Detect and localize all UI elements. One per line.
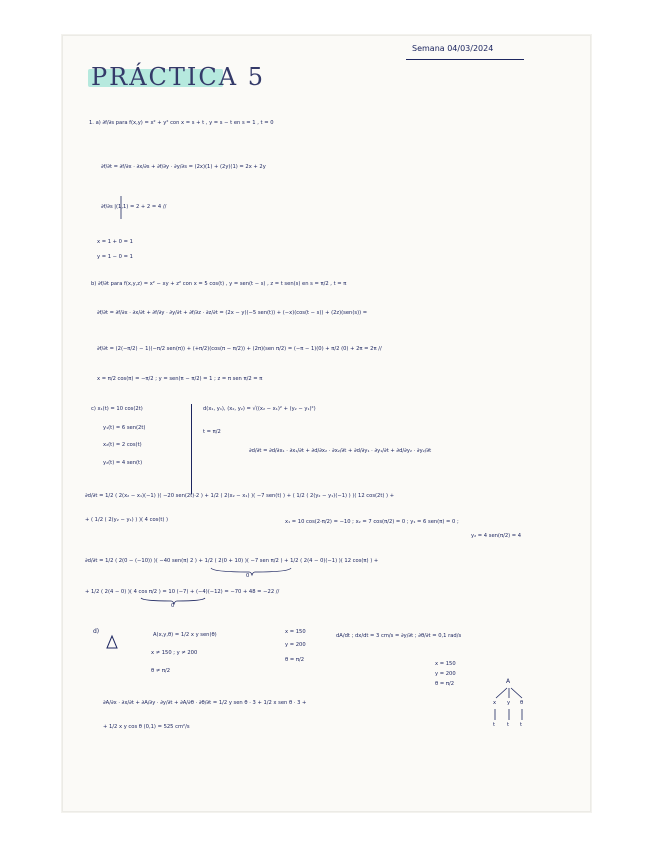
problem-1d-values-y: y = 200 xyxy=(435,671,456,677)
problem-1b-statement: b) ∂f/∂t para f(x,y,z) = x² − xy + z² con x = 5 cos(t) , y = sen(t − s) , z = t sen(s) en s = π/2 , t = π xyxy=(91,281,347,287)
problem-1b-chain-rule: ∂f/∂t = ∂f/∂x · ∂x/∂t + ∂f/∂y · ∂y/∂t + ∂f/∂z · ∂z/∂t = (2x − y)(−5 sen(t)) + (−x)(cos(t − s)) + (2z)(sen(s)) = xyxy=(97,310,368,316)
problem-1c-zero-mark-2: 0 xyxy=(171,603,175,609)
tree-lines xyxy=(495,688,522,720)
problem-1a-y-value: y = 1 − 0 = 1 xyxy=(97,254,133,260)
problem-1c-zero-mark: 0 xyxy=(246,573,250,579)
tree-branch-y: y xyxy=(507,700,511,706)
problem-1c-distance-formula: d(x₁, y₁), (x₂, y₂) = √((x₂ − x₁)² + (y₂ − y₁)²) xyxy=(203,406,316,412)
problem-1d-theta-given: θ = π/2 xyxy=(285,657,304,663)
problem-1d-x-given: x = 150 xyxy=(285,629,306,635)
tree-leaf-t1: t xyxy=(493,722,496,728)
problem-1d-label: d) xyxy=(93,628,100,635)
problem-1b-values: x = π/2 cos(π) = −π/2 ; y = sen(π − π/2) = 1 ; z = π sen π/2 = π xyxy=(97,376,263,382)
triangle-sketch xyxy=(107,636,117,648)
problem-1c-derivative: ∂d/∂t = 1/2 ( 2(x₂ − x₁)(−1) )( −20 sen(2t)·2 ) + 1/2 ( 2(x₂ − x₁) )( −7 sen(t) ) + ( 1/2 ( 2(y₂ − y₁)(−1) ) )( 12 cos(2t) ) + xyxy=(85,493,395,499)
week-date: Semana 04/03/2024 xyxy=(412,44,494,53)
problem-1c-values-1: x₁ = 10 cos(2·π/2) = −10 ; x₂ = 7 cos(π/2) = 0 ; y₁ = 6 sen(π) = 0 ; xyxy=(285,519,459,525)
problem-1c-y1: y₁(t) = 6 sen(2t) xyxy=(103,425,146,431)
problem-1a-chain-rule: ∂f/∂t = ∂f/∂x · ∂x/∂s + ∂f/∂y · ∂y/∂s = (2x)(1) + (2y)(1) = 2x + 2y xyxy=(101,164,266,170)
problem-1d-values-theta: θ = π/2 xyxy=(435,681,454,687)
problem-1c-values-2: y₂ = 4 sen(π/2) = 4 xyxy=(471,533,522,539)
problem-1d-area-formula: A(x,y,θ) = 1/2 x y sen(θ) xyxy=(153,632,217,638)
problem-1a-statement: 1. a) ∂f/∂s para f(x,y) = x² + y² con x = s + t , y = s − t en s = 1 , t = 0 xyxy=(89,120,274,126)
problem-1c-t-value: t = π/2 xyxy=(203,429,221,435)
problem-1c-x2: x₂(t) = 2 cos(t) xyxy=(103,442,142,448)
page-title: PRÁCTICA 5 xyxy=(91,63,265,91)
notebook-page xyxy=(62,35,591,812)
problem-1d-scratch-1: x ≠ 150 ; y ≠ 200 xyxy=(151,650,198,656)
problem-1a-result: ∂f/∂s |(1,1) = 2 + 2 = 4 // xyxy=(101,204,167,210)
problem-1d-chain-rule: ∂A/∂x · ∂x/∂t + ∂A/∂y · ∂y/∂t + ∂A/∂θ · ∂θ/∂t = 1/2 y sen θ · 3 + 1/2 x sen θ · 3 + xyxy=(103,700,307,706)
tree-branch-theta: θ xyxy=(520,700,524,706)
problem-1c-x1: c) x₁(t) = 10 cos(2t) xyxy=(91,406,143,412)
problem-1b-evaluation: ∂f/∂t = (2(−π/2) − 1)(−π/2 sen(π)) + (+π/2)(cos(π − π/2)) + (2π)(sen π/2) = (−π − 1)(0) + π/2 (0) + 2π = 2π // xyxy=(97,346,382,352)
problem-1c-y2: y₂(t) = 4 sen(t) xyxy=(103,460,143,466)
underbraces xyxy=(141,568,291,604)
tree-leaf-t2: t xyxy=(507,722,510,728)
tree-branch-x: x xyxy=(493,700,497,706)
problem-1a-x-value: x = 1 + 0 = 1 xyxy=(97,239,133,245)
problem-1d-result: + 1/2 x y cos θ (0,1) = 525 cm²/s xyxy=(103,724,190,730)
problem-1d-rates: dA/dt ; dx/dt = 3 cm/s = ∂y/∂t ; ∂θ/∂t = 0,1 rad/s xyxy=(336,633,462,639)
problem-1d-values-x: x = 150 xyxy=(435,661,456,667)
tree-leaf-t3: t xyxy=(520,722,523,728)
problem-1d-scratch-2: θ ≠ π/2 xyxy=(151,668,170,674)
problem-1c-substitution: ∂d/∂t = 1/2 ( 2(0 − (−10)) )( −40 sen(π) 2 ) + 1/2 ( 2(0 + 10) )( −7 sen π/2 ) + 1/2 ( 2(4 − 0)(−1) )( 12 cos(π) ) + xyxy=(85,558,379,564)
problem-1c-chain-rule: ∂d/∂t = ∂d/∂x₁ · ∂x₁/∂t + ∂d/∂x₂ · ∂x₂/∂t + ∂d/∂y₁ · ∂y₁/∂t + ∂d/∂y₂ · ∂y₂/∂t xyxy=(249,448,432,454)
tree-root-label: A xyxy=(506,678,511,685)
problem-1c-result: + 1/2 ( 2(4 − 0) )( 4 cos π/2 ) = 10 (−7) + (−4)(−12) = −70 + 48 = −22 // xyxy=(85,589,280,595)
problem-1d-y-given: y = 200 xyxy=(285,642,306,648)
problem-1c-derivative-cont: + ( 1/2 ( 2(y₂ − y₁) ) )( 4 cos(t) ) xyxy=(85,517,169,523)
ink-sketches xyxy=(63,36,590,811)
